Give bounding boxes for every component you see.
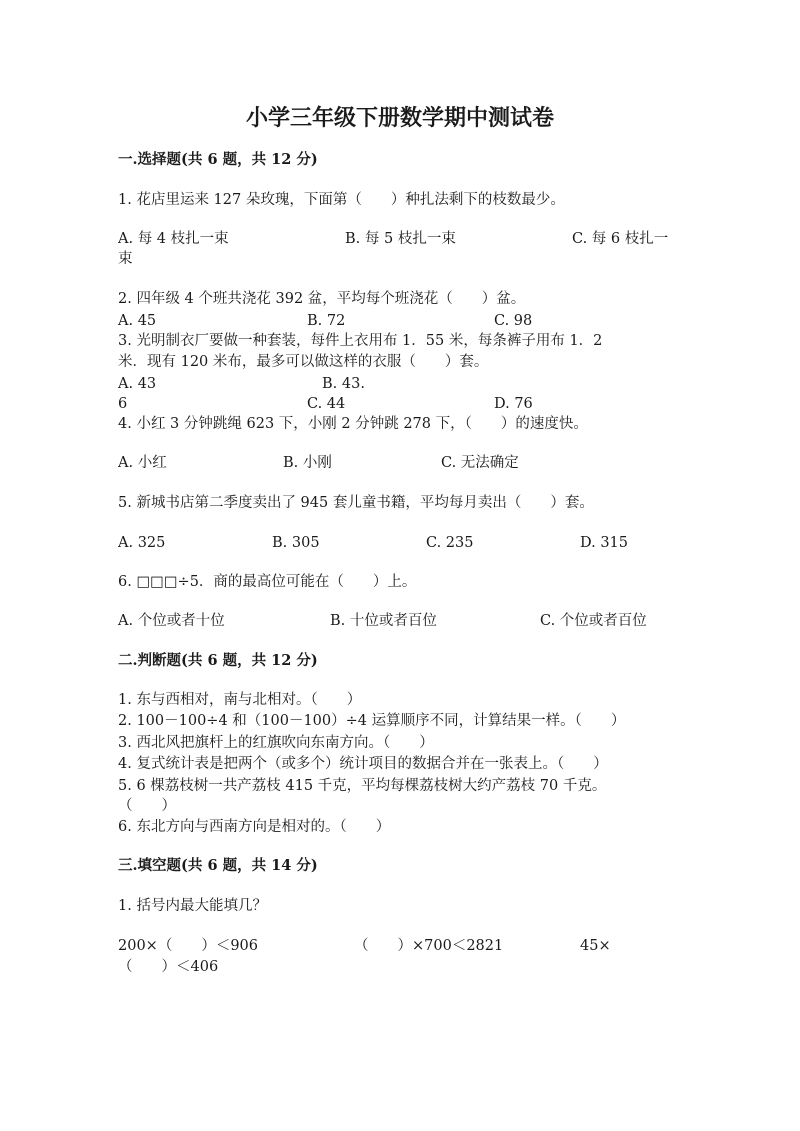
fill-q1-part3-wrap: （ ）＜406 [118, 959, 219, 975]
q6-option-a: A. 个位或者十位 [118, 613, 225, 629]
q2-option-b: B. 72 [307, 313, 346, 329]
judgment-item: 5. 6 棵荔枝树一共产荔枝 415 千克，平均每棵荔枝树大约产荔枝 70 千克。 [118, 778, 607, 794]
q2-stem: 2. 四年级 4 个班共浇花 392 盆，平均每个班浇花（ ）盆。 [118, 291, 526, 307]
q1-option-a: A. 每 4 枝扎一束 [118, 231, 229, 247]
judgment-item: 4. 复式统计表是把两个（或多个）统计项目的数据合并在一张表上。（ ） [118, 756, 608, 772]
q5-option-c: C. 235 [426, 535, 474, 551]
q1-option-c: C. 每 6 枝扎一 [572, 231, 669, 247]
q6-stem: 6. □□□÷5．商的最高位可能在（ ）上。 [118, 574, 417, 590]
judgment-item: 6. 东北方向与西南方向是相对的。（ ） [118, 819, 391, 835]
q3-option-c: C. 44 [307, 396, 346, 412]
q1-stem: 1. 花店里运来 127 朵玫瑰，下面第（ ）种扎法剩下的枝数最少。 [118, 192, 565, 208]
q3-stem-line1: 3. 光明制衣厂要做一种套装，每件上衣用布 1．55 米，每条裤子用布 1．2 [118, 333, 603, 349]
q3-option-d: D. 76 [494, 396, 533, 412]
judgment-item: 3. 西北风把旗杆上的红旗吹向东南方向。（ ） [118, 735, 434, 751]
q1-option-b: B. 每 5 枝扎一束 [345, 231, 456, 247]
q5-option-d: D. 315 [580, 535, 629, 551]
fill-q1-stem: 1. 括号内最大能填几？ [118, 898, 267, 914]
q3-option-b-wrap: 6 [118, 396, 128, 412]
q6-option-c: C. 个位或者百位 [540, 613, 647, 629]
q2-option-c: C. 98 [494, 313, 533, 329]
section-heading-judgment: 二.判断题(共 6 题，共 12 分) [118, 652, 318, 669]
q4-option-c: C. 无法确定 [441, 455, 519, 471]
page-title: 小学三年级下册数学期中测试卷 [245, 105, 554, 131]
section-heading-choice: 一.选择题(共 6 题，共 12 分) [118, 151, 318, 168]
judgment-item: 1. 东与西相对，南与北相对。（ ） [118, 692, 362, 708]
q3-option-b: B. 43. [322, 376, 365, 392]
fill-q1-part2: （ ）×700＜2821 [354, 938, 504, 954]
q3-option-a: A. 43 [118, 376, 157, 392]
fill-q1-part1: 200×（ ）＜906 [118, 938, 259, 954]
q5-stem: 5. 新城书店第二季度卖出了 945 套儿童书籍，平均每月卖出（ ）套。 [118, 495, 594, 511]
judgment-item-wrap: （ ） [118, 798, 176, 814]
q4-option-a: A. 小红 [118, 455, 167, 471]
q1-option-c-wrap: 束 [118, 251, 133, 267]
q4-stem: 4. 小红 3 分钟跳绳 623 下，小刚 2 分钟跳 278 下，（ ）的速度快。 [118, 416, 588, 432]
q2-option-a: A. 45 [118, 313, 157, 329]
q4-option-b: B. 小刚 [283, 455, 332, 471]
section-heading-fill: 三.填空题(共 6 题，共 14 分) [118, 857, 318, 874]
q5-option-b: B. 305 [272, 535, 320, 551]
q3-stem-line2: 米．现有 120 米布，最多可以做这样的衣服（ ）套。 [118, 354, 489, 370]
judgment-item: 2. 100－100÷4 和（100－100）÷4 运算顺序不同，计算结果一样。（ ） [118, 713, 626, 729]
q6-option-b: B. 十位或者百位 [330, 613, 437, 629]
fill-q1-part3: 45× [580, 938, 611, 954]
q5-option-a: A. 325 [118, 535, 166, 551]
